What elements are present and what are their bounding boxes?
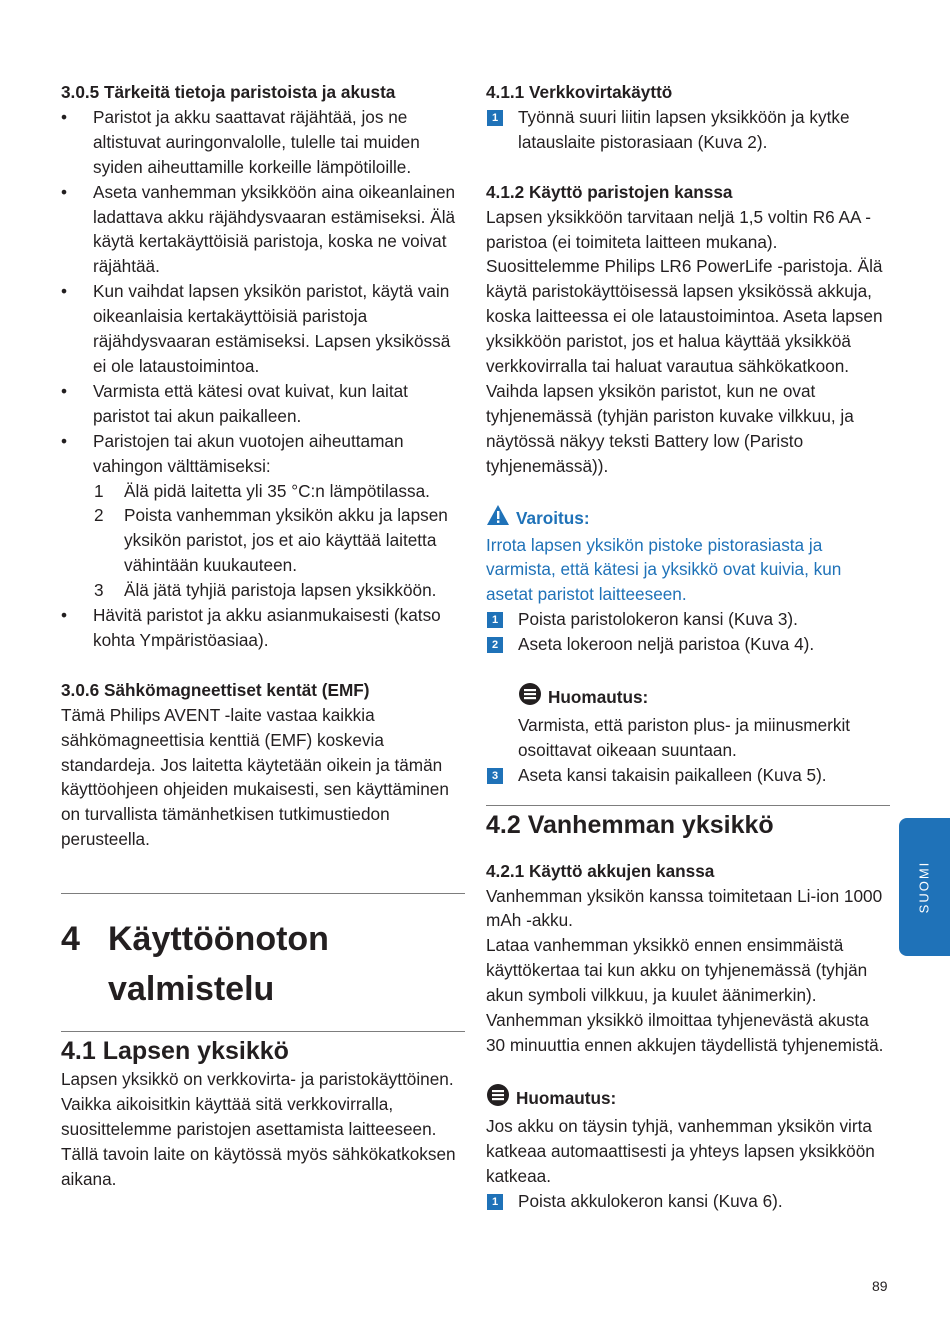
step-text: Aseta kansi takaisin paikalleen (Kuva 5). (518, 764, 827, 785)
warning-icon (486, 504, 510, 533)
item-text: Poista vanhemman yksikön akku ja lapsen yksikön paristot, jos et aio käyttää laitetta vähintään kuukauteen. (124, 505, 448, 576)
item-number: 1 (94, 480, 104, 501)
bullet-marker: • (61, 430, 68, 451)
section-3-0-5-heading: 3.0.5 Tärkeitä tietoja paristoista ja akusta (61, 82, 396, 102)
bullet-item (61, 603, 465, 653)
note-icon (518, 682, 542, 713)
bullet-text: Varmista että kätesi ovat kuivat, kun laitat paristot tai akun paikalleen. (93, 380, 408, 426)
step-number-badge: 1 (487, 110, 503, 126)
bullet-text: Aseta vanhemman yksikköön aina oikeanlainen ladattava akku räjähdysvaaran estämiseksi. Älä käytä kertakäyttöisiä paristoja, koska ne voivat räjähtää. (93, 181, 456, 277)
bullet-text: Kun vaihdat lapsen yksikön paristot, käytä vain oikeanlaisia kertakäyttöisiä paristoja räjähdysvaaran estämiseksi. Lapsen yksikössä ei ole lataustoimintoa. (93, 281, 451, 376)
section-4-2-heading: 4.2 Vanhemman yksikkö (486, 810, 774, 839)
bullet-item (61, 429, 465, 479)
bullet-item (61, 379, 465, 429)
item-text: Älä pidä laitetta yli 35 °C:n lämpötilassa. (124, 480, 430, 501)
language-label: SUOMI (916, 860, 932, 914)
note-title (486, 1083, 890, 1114)
numbered-item (61, 578, 465, 603)
bullet-marker: • (61, 380, 68, 401)
left-column (61, 80, 465, 1192)
section-4-2-1-body: Vanhemman yksikön kanssa toimitetaan Li-ion 1000 mAh -akku. (486, 885, 883, 931)
bullet-marker: • (61, 106, 68, 127)
chapter-title-text: Käyttöönoton valmistelu (108, 920, 329, 1009)
bullet-item (61, 180, 465, 280)
step-item (486, 607, 890, 632)
step-item (486, 105, 890, 155)
section-4-1-heading: 4.1 Lapsen yksikkö (61, 1037, 289, 1066)
section-4-2-1-body: Lataa vanhemman yksikkö ennen ensimmäistä käyttökertaa tai kun akku on tyhjenemässä (tyhjän akun symboli vilkkuu, ja kuulet äänimerkin). Vanhemman yksikkö ilmoittaa tyhjenevästä akusta 30 minuuttia ennen akkujen täydellistä tyhjenemistä. (486, 935, 884, 1055)
note-icon (486, 1083, 510, 1114)
numbered-item (61, 479, 465, 504)
step-number-badge: 2 (487, 637, 503, 653)
bullet-text: Hävitä paristot ja akku asianmukaisesti (katso kohta Ympäristöasiaa). (93, 605, 441, 650)
numbered-item (61, 503, 465, 578)
chapter-title (61, 914, 465, 1014)
chapter-number: 4 (61, 920, 80, 959)
step-text: Poista akkulokeron kansi (Kuva 6). (518, 1190, 783, 1211)
right-column (486, 80, 890, 1213)
step-number-badge: 3 (487, 768, 503, 784)
section-3-0-6-heading: 3.0.6 Sähkömagneettiset kentät (EMF) (61, 679, 370, 700)
step-text: Poista paristolokeron kansi (Kuva 3). (518, 609, 798, 630)
section-divider (61, 1031, 465, 1032)
note-title (518, 682, 890, 713)
bullet-marker: • (61, 181, 68, 202)
step-item (486, 1189, 890, 1214)
page-number: 89 (872, 1278, 888, 1294)
bullet-marker: • (61, 281, 68, 302)
step-text: Aseta lokeroon neljä paristoa (Kuva 4). (518, 634, 815, 655)
step-item (486, 632, 890, 657)
section-4-1-2-heading: 4.1.2 Käyttö paristojen kanssa (486, 181, 733, 202)
section-4-1-2-body: Lapsen yksikköön tarvitaan neljä 1,5 voltin R6 AA -paristoa (ei toimiteta laitteen mukana). Suosittelemme Philips LR6 PowerLife -paristoja. Älä käytä paristokäyttöisessä lapsen yksikössä akkuja, koska laitteessa ei ole lataustoimintoa. Aseta lapsen yksikköön paristot, jos et halua käyttää yksikköä verkkovirralla tai haluat varautua sähkökatkoon. Vaihda lapsen yksikön paristot, kun ne ovat tyhjenemässä (tyhjän pariston kuvake vilkkuu, ja näytössä näkyy teksti Battery low (Paristo tyhjenemässä)). (486, 206, 883, 476)
section-divider (486, 805, 890, 806)
section-4-1-1-heading: 4.1.1 Verkkovirtakäyttö (486, 82, 673, 102)
item-number: 3 (94, 580, 104, 601)
warning-title-text: Varoitus: (516, 507, 590, 528)
step-text: Työnnä suuri liitin lapsen yksikköön ja kytke latauslaite pistorasiaan (Kuva 2). (518, 106, 850, 152)
note-title-text: Huomautus: (516, 1087, 617, 1108)
bullet-item (61, 105, 465, 180)
warning-title (486, 504, 890, 533)
step-number-badge: 1 (487, 612, 503, 628)
section-3-0-6-body: Tämä Philips AVENT -laite vastaa kaikkia sähkömagneettisia kenttiä (EMF) koskevia standardeja. Jos laitetta käytetään oikein ja tämän käyttöohjeen ohjeiden mukaisesti, sen käyttäminen on turvallista tämänhetkisen tutkimustiedon perusteella. (61, 704, 449, 850)
step-item (486, 763, 890, 788)
item-text: Älä jätä tyhjiä paristoja lapsen yksikköön. (124, 580, 437, 601)
bullet-text: Paristot ja akku saattavat räjähtää, jos ne altistuvat auringonvalolle, tulelle tai muiden syiden aiheuttamille korkeille lämpötiloille. (93, 106, 420, 177)
note-text: Jos akku on täysin tyhjä, vanhemman yksikön virta katkeaa automaattisesti ja yhteys lapsen yksikköön katkeaa. (486, 1115, 875, 1186)
language-side-tab (899, 818, 950, 956)
bullet-marker: • (61, 605, 68, 626)
bullet-text: Paristojen tai akun vuotojen aiheuttaman vahingon välttämiseksi: (93, 430, 404, 476)
section-4-2-1-heading: 4.2.1 Käyttö akkujen kanssa (486, 860, 715, 881)
bullet-item (61, 279, 465, 379)
warning-text: Irrota lapsen yksikön pistoke pistorasiasta ja varmista, että kätesi ja yksikkö ovat kuivia, kun asetat paristot laitteeseen. (486, 534, 842, 605)
chapter-divider (61, 893, 465, 894)
note-title-text: Huomautus: (548, 687, 649, 708)
note-text: Varmista, että pariston plus- ja miinusmerkit osoittavat oikeaan suuntaan. (518, 714, 851, 760)
step-number-badge: 1 (487, 1194, 503, 1210)
section-4-1-body: Lapsen yksikkö on verkkovirta- ja paristokäyttöinen. Vaikka aikoisitkin käyttää sitä verkkovirralla, suosittelemme paristojen asettamista laitteeseen. Tällä tavoin laite on käytössä myös sähkökatkoksen aikana. (61, 1069, 456, 1189)
item-number: 2 (94, 505, 104, 526)
